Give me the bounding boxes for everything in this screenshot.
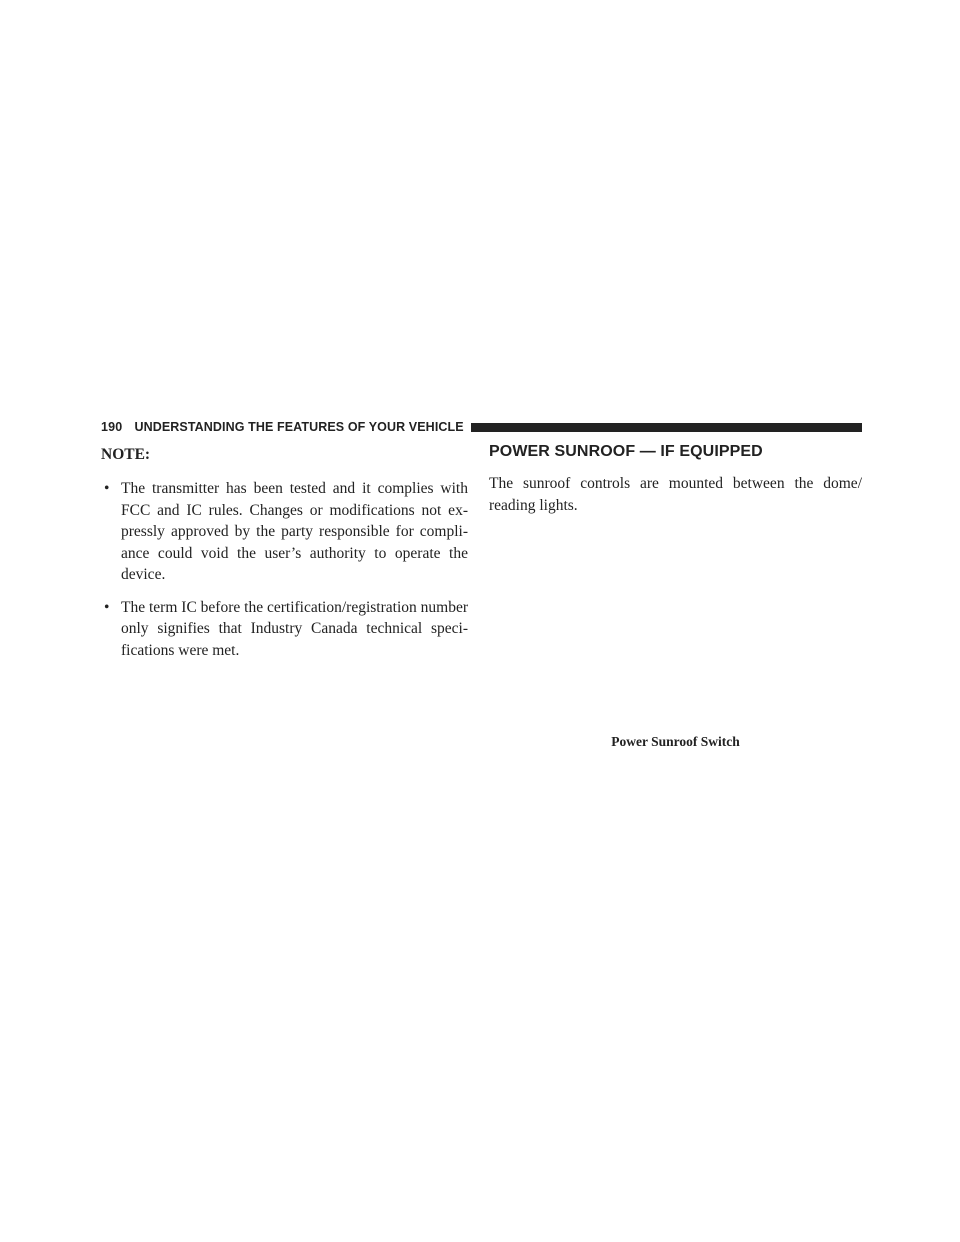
body-paragraph: The sunroof controls are mounted between the dome/ reading lights. (489, 475, 862, 514)
chapter-title: UNDERSTANDING THE FEATURES OF YOUR VEHICLE (134, 420, 464, 434)
page-header (101, 418, 862, 436)
section-heading: POWER SUNROOF — IF EQUIPPED (489, 443, 763, 460)
note-bullet-item (101, 597, 468, 662)
bullet-dot-icon: • (104, 598, 110, 616)
left-column (101, 444, 468, 672)
page-number: 190 (101, 420, 123, 434)
figure-caption: Power Sunroof Switch (611, 734, 740, 749)
note-bullet-list (101, 478, 468, 661)
bullet-text: The term IC before the certification/registration number only signifies that Industry Canada technical specifications were met. (121, 598, 468, 659)
bullet-text: The transmitter has been tested and it complies with FCC and IC rules. Changes or modifications not expressly approved by the party responsible for compliance could void the user’s authority to operate the device. (121, 480, 468, 583)
figure-image-area (489, 515, 862, 725)
right-column (489, 442, 862, 516)
header-rule (471, 423, 862, 432)
bullet-dot-icon: • (104, 480, 110, 497)
note-bullet-item (101, 478, 468, 586)
note-label: NOTE: (101, 446, 151, 463)
